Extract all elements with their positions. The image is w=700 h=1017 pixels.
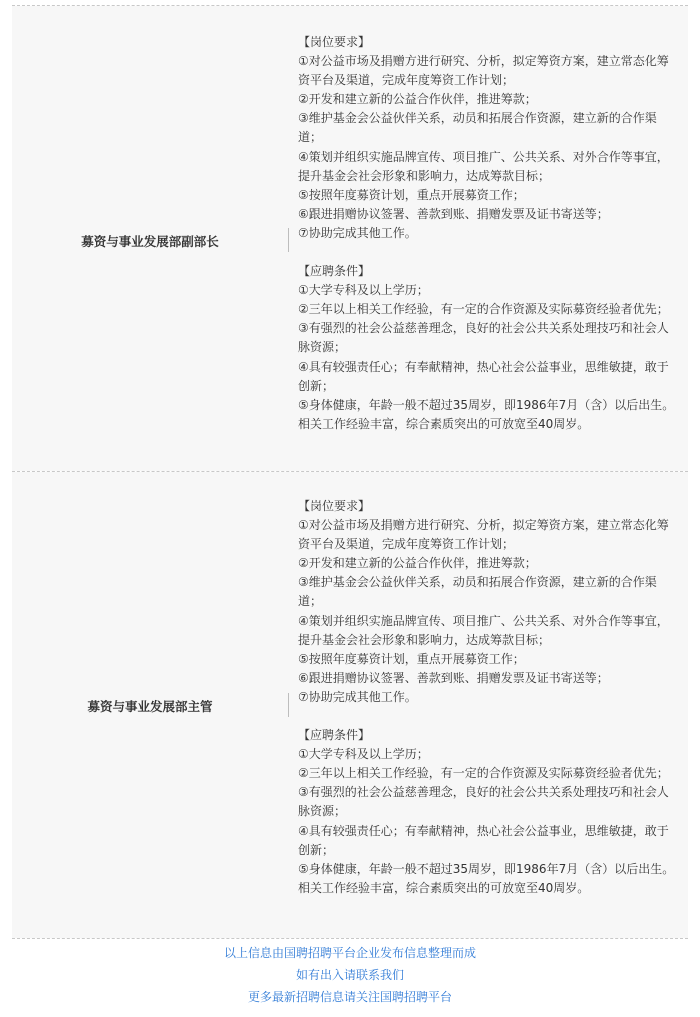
requirements-header: 【岗位要求】	[298, 35, 371, 49]
condition-item: ⑤身体健康，年龄一般不超过35周岁，即1986年7月（含）以后出生。相关工作经验丰富，综合素质突出的可放宽至40周岁。	[298, 397, 675, 431]
requirement-item: ④策划并组织实施品牌宣传、项目推广、公共关系、对外合作等事宜，提升基金会社会形象和影响力，达成筹款目标；	[298, 613, 669, 647]
footer-follow-link[interactable]: 更多最新招聘信息请关注国聘招聘平台	[247, 990, 452, 1004]
divider	[12, 938, 688, 939]
condition-item: ②三年以上相关工作经验，有一定的合作资源及实际募资经验者优先；	[298, 302, 669, 317]
column-divider	[288, 228, 289, 252]
condition-item: ②三年以上相关工作经验，有一定的合作资源及实际募资经验者优先；	[298, 766, 669, 781]
conditions-header: 【应聘条件】	[298, 728, 371, 743]
condition-item: ④具有较强责任心；有奉献精神，热心社会公益事业，思维敏捷，敢于创新；	[298, 823, 669, 857]
condition-item: ⑤身体健康，年龄一般不超过35周岁，即1986年7月（含）以后出生。相关工作经验丰富，综合素质突出的可放宽至40周岁。	[298, 861, 675, 895]
position-title: 募资与事业发展部主管	[87, 699, 213, 714]
footer-contact-link[interactable]: 如有出入请联系我们	[295, 968, 404, 982]
requirements-header: 【岗位要求】	[298, 499, 371, 513]
requirement-item: ③维护基金会公益伙伴关系，动员和拓展合作资源，建立新的合作渠道；	[298, 575, 657, 609]
requirement-item: ①对公益市场及捐赠方进行研究、分析，拟定筹资方案，建立常态化筹资平台及渠道，完成年度筹资工作计划；	[298, 54, 669, 88]
position-title: 募资与事业发展部副部长	[81, 234, 219, 249]
requirement-item: ①对公益市场及捐赠方进行研究、分析，拟定筹资方案，建立常态化筹资平台及渠道，完成年度筹资工作计划；	[298, 518, 669, 552]
position-row	[12, 472, 688, 938]
requirement-item: ⑦协助完成其他工作。	[298, 225, 417, 240]
requirement-item: ⑥跟进捐赠协议签署、善款到账、捐赠发票及证书寄送等；	[298, 670, 609, 685]
spacer	[298, 243, 680, 262]
condition-item: ④具有较强责任心；有奉献精神，热心社会公益事业，思维敏捷，敢于创新；	[298, 359, 669, 393]
spacer	[298, 707, 680, 726]
requirement-item: ②开发和建立新的公益合作伙伴，推进筹款；	[298, 556, 537, 571]
conditions-header: 【应聘条件】	[298, 264, 371, 279]
column-divider	[288, 693, 289, 717]
condition-item: ①大学专科及以上学历；	[298, 747, 429, 762]
condition-item: ③有强烈的社会公益慈善理念，良好的社会公共关系处理技巧和社会人脉资源；	[298, 321, 669, 355]
position-details	[298, 497, 680, 898]
requirement-item: ⑤按照年度募资计划，重点开展募资工作；	[298, 187, 525, 202]
footer	[0, 942, 700, 1008]
requirement-item: ⑦协助完成其他工作。	[298, 689, 417, 704]
condition-item: ③有强烈的社会公益慈善理念，良好的社会公共关系处理技巧和社会人脉资源；	[298, 785, 669, 819]
position-row	[12, 6, 688, 471]
footer-source-note: 以上信息由国聘招聘平台企业发布信息整理而成	[223, 946, 476, 960]
requirement-item: ⑥跟进捐赠协议签署、善款到账、捐赠发票及证书寄送等；	[298, 206, 609, 221]
position-details	[298, 33, 680, 434]
requirement-item: ④策划并组织实施品牌宣传、项目推广、公共关系、对外合作等事宜，提升基金会社会形象和影响力，达成筹款目标；	[298, 149, 669, 183]
requirement-item: ⑤按照年度募资计划，重点开展募资工作；	[298, 651, 525, 666]
requirement-item: ③维护基金会公益伙伴关系，动员和拓展合作资源，建立新的合作渠道；	[298, 111, 657, 145]
requirement-item: ②开发和建立新的公益合作伙伴，推进筹款；	[298, 92, 537, 107]
condition-item: ①大学专科及以上学历；	[298, 283, 429, 298]
